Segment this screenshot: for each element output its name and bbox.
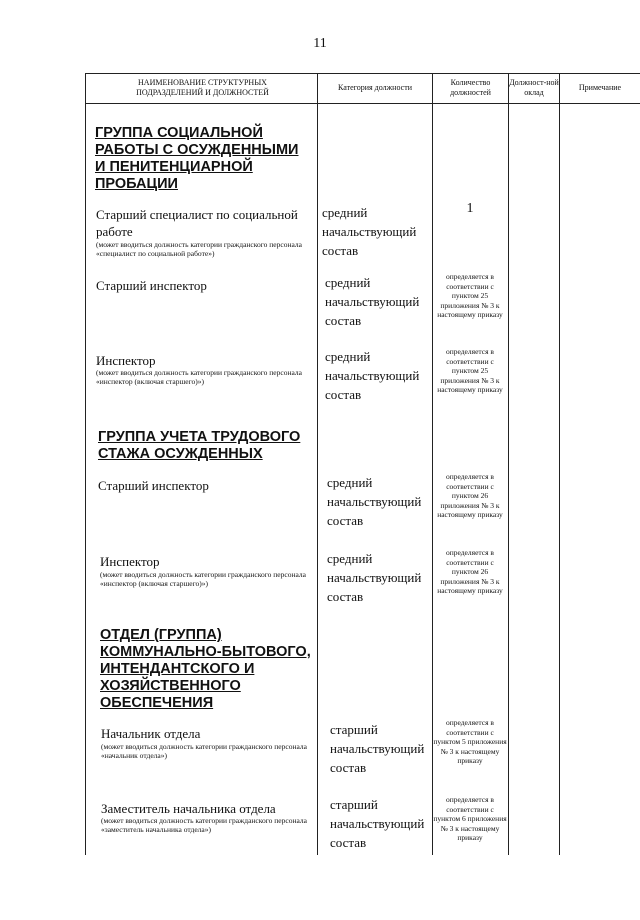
position-name: Инспектор bbox=[96, 353, 156, 368]
position-count: определяется в соответствии с пунктом 26 приложения № 3 к настоящему приказу bbox=[437, 548, 503, 596]
position-category: средний начальствующий состав bbox=[325, 349, 420, 402]
position-note: (может вводиться должность категории гражданского персонала «специалист по социальной работе») bbox=[96, 240, 302, 258]
header-position-count: Количество должностей bbox=[450, 78, 491, 97]
position-count: определяется в соответствии с пунктом 25 приложения № 3 к настоящему приказу bbox=[437, 272, 503, 320]
position-count: определяется в соответствии с пунктом 25 приложения № 3 к настоящему приказу bbox=[437, 347, 503, 395]
group-title: ГРУППА УЧЕТА ТРУДОВОГО СТАЖА ОСУЖДЕННЫХ bbox=[98, 429, 301, 462]
header-position-category: Категория должности bbox=[338, 83, 412, 92]
position-category: средний начальствующий состав bbox=[327, 475, 422, 528]
position-name: Начальник отдела bbox=[101, 726, 201, 741]
header-bottom-border bbox=[85, 103, 640, 104]
position-count: 1 bbox=[466, 201, 474, 216]
position-note: (может вводиться должность категории гражданского персонала «инспектор (включая старшего)») bbox=[100, 570, 306, 588]
position-count: определяется в соответствии с пунктом 6 приложения № 3 к настоящему приказу bbox=[433, 795, 507, 843]
position-category: средний начальствующий состав bbox=[327, 551, 422, 604]
position-category: средний начальствующий состав bbox=[322, 205, 417, 258]
column-divider-4 bbox=[508, 73, 509, 855]
position-name: Заместитель начальника отдела bbox=[101, 801, 276, 816]
group-title: ОТДЕЛ (ГРУППА) КОММУНАЛЬНО-БЫТОВОГО, ИНТЕНДАНТСКОГО И ХОЗЯЙСТВЕННОГО ОБЕСПЕЧЕНИЯ bbox=[100, 627, 311, 711]
position-note: (может вводиться должность категории гражданского персонала «начальник отдела») bbox=[101, 742, 307, 760]
group-title: ГРУППА СОЦИАЛЬНОЙ РАБОТЫ С ОСУЖДЕННЫМИ И ПЕНИТЕНЦИАРНОЙ ПРОБАЦИИ bbox=[95, 125, 299, 192]
position-category: старший начальствующий состав bbox=[330, 722, 425, 775]
column-divider-5 bbox=[559, 73, 560, 855]
page-number: 11 bbox=[313, 36, 327, 51]
position-count: определяется в соответствии с пунктом 5 приложения № 3 к настоящему приказу bbox=[433, 718, 507, 766]
position-note: (может вводиться должность категории гражданского персонала «заместитель начальника отдела») bbox=[101, 816, 307, 834]
position-name: Старший инспектор bbox=[96, 278, 207, 293]
position-note: (может вводиться должность категории гражданского персонала «инспектор (включая старшего)») bbox=[96, 368, 302, 386]
position-name: Старший специалист по социальной работе bbox=[96, 207, 298, 239]
header-salary: Должност-ной оклад bbox=[509, 78, 559, 97]
header-structural-units: НАИМЕНОВАНИЕ СТРУКТУРНЫХ ПОДРАЗДЕЛЕНИЙ И ДОЛЖНОСТЕЙ bbox=[136, 78, 269, 97]
position-name: Инспектор bbox=[100, 554, 160, 569]
header-note: Примечание bbox=[578, 83, 622, 92]
column-divider-1 bbox=[85, 73, 86, 855]
position-category: старший начальствующий состав bbox=[330, 797, 425, 850]
position-category: средний начальствующий состав bbox=[325, 275, 420, 328]
position-name: Старший инспектор bbox=[98, 478, 209, 493]
position-count: определяется в соответствии с пунктом 26 приложения № 3 к настоящему приказу bbox=[437, 472, 503, 520]
